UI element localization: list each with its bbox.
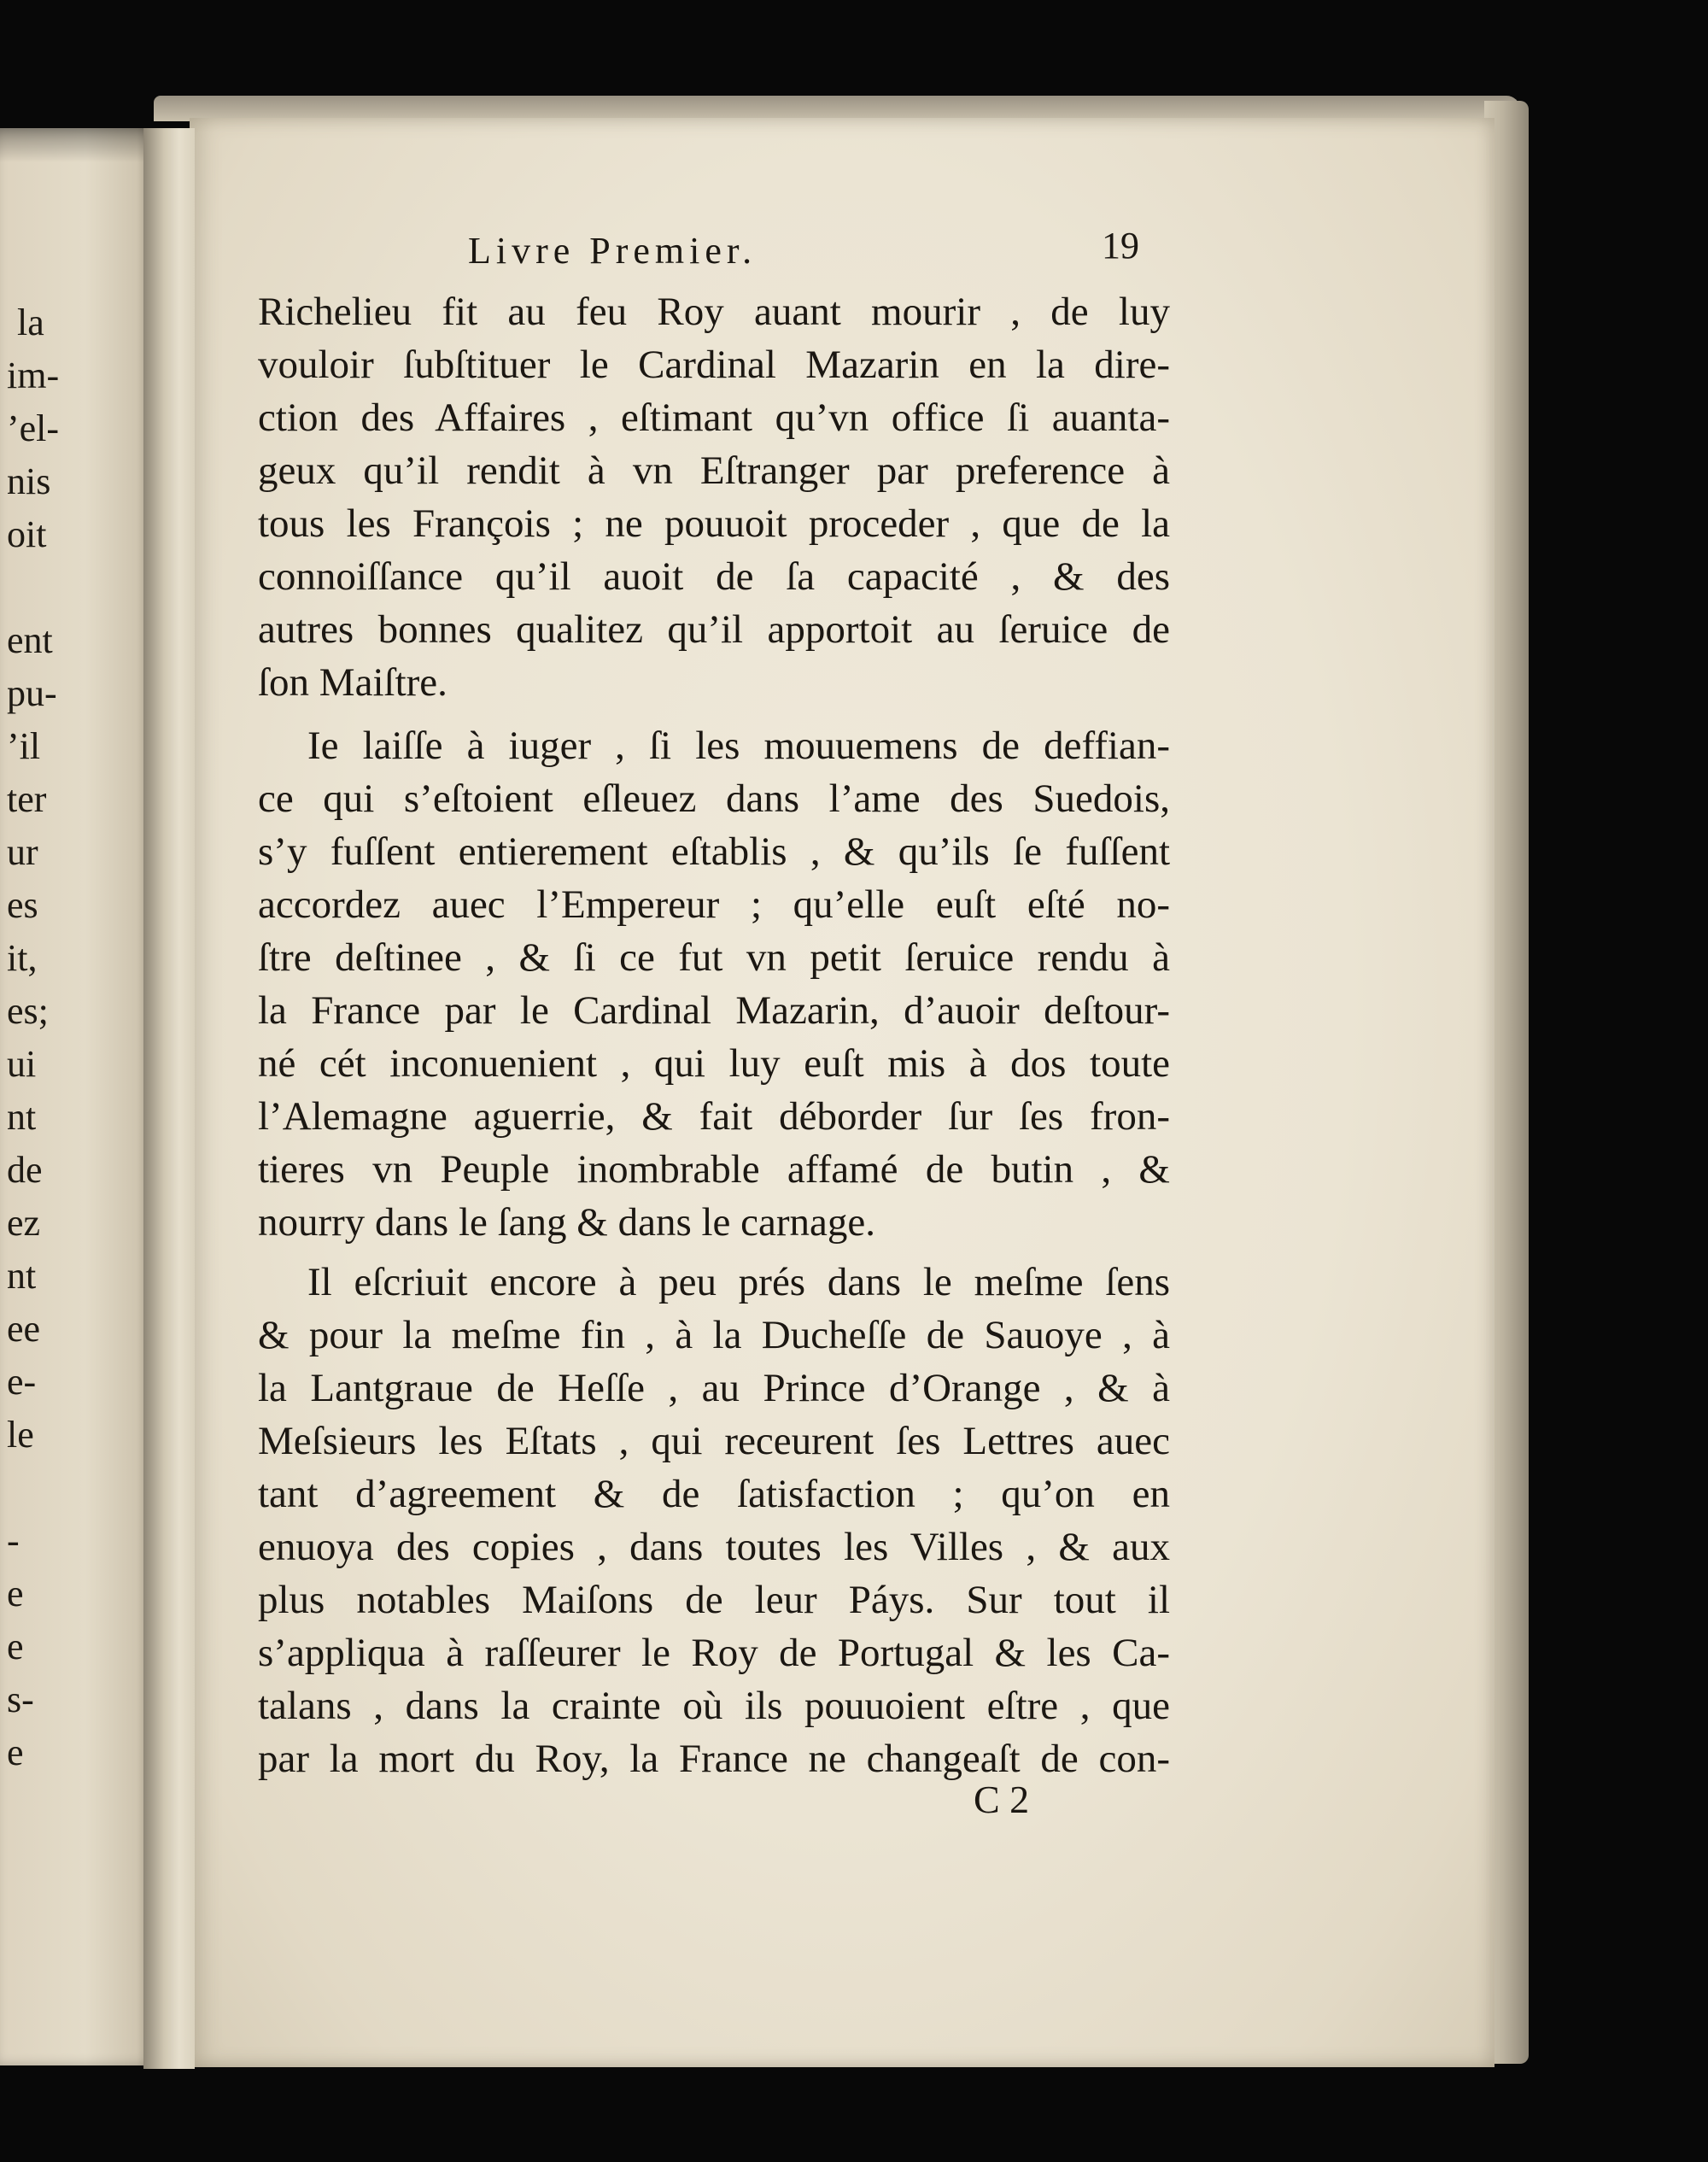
text-line: tous les François ; ne pouuoit proceder , que de la: [258, 501, 1170, 546]
left-page-fragment: ’el-: [7, 407, 60, 449]
text-line: & pour la meſme fin , à la Ducheſſe de Sauoye , à: [258, 1313, 1170, 1357]
left-page-fragment: ez: [7, 1202, 41, 1244]
left-page-fragment: im-: [7, 354, 60, 396]
left-page-fragment: pu-: [7, 672, 57, 714]
text-line: s’appliqua à raſſeurer le Roy de Portugal & les Ca-: [258, 1631, 1170, 1675]
left-page-fragment: ’il: [7, 725, 41, 767]
text-line: plus notables Maiſons de leur Páys. Sur tout il: [258, 1578, 1170, 1622]
left-page-fragment: es: [7, 884, 38, 926]
left-page-fragment: de: [7, 1149, 43, 1191]
left-page-fragment: -: [7, 1520, 20, 1561]
text-line: ſon Maiſtre.: [258, 660, 447, 705]
text-line: connoiſſance qu’il auoit de ſa capacité , & des: [258, 554, 1170, 599]
text-line: geux qu’il rendit à vn Eſtranger par preference à: [258, 448, 1170, 493]
left-page-fragment: le: [7, 1414, 34, 1456]
book-gutter: [143, 128, 195, 2069]
text-line: nourry dans le ſang & dans le carnage.: [258, 1200, 876, 1245]
left-page-fragment: e: [7, 1731, 24, 1773]
text-line: ſtre deſtinee , & ſi ce fut vn petit ſeruice rendu à: [258, 935, 1170, 980]
left-page-fragment: ur: [7, 831, 38, 873]
text-line: Il eſcriuit encore à peu prés dans le meſme ſens: [307, 1260, 1170, 1304]
text-line: Ie laiſſe à iuger , ſi les mouuemens de deffian-: [307, 724, 1170, 768]
left-page-fragment: ent: [7, 619, 53, 661]
text-line: tant d’agreement & de ſatisfaction ; qu’on en: [258, 1472, 1170, 1516]
text-line: par la mort du Roy, la France ne changeaſt de con-: [258, 1737, 1170, 1781]
left-page-fragment: la: [17, 302, 44, 343]
left-page-fragment: it,: [7, 937, 38, 979]
text-line: enuoya des copies , dans toutes les Villes , & aux: [258, 1525, 1170, 1569]
left-page-shadow: [0, 128, 155, 162]
left-page-fragment: nis: [7, 460, 51, 502]
page-number: 19: [1102, 225, 1139, 267]
text-line: vouloir ſubſtituer le Cardinal Mazarin en la dire-: [258, 343, 1170, 387]
text-line: la France par le Cardinal Mazarin, d’auoir deſtour-: [258, 988, 1170, 1033]
left-page-fragment: ee: [7, 1308, 41, 1350]
left-page-fragment: ter: [7, 778, 47, 820]
left-page-fragment: e: [7, 1626, 24, 1667]
text-line: talans , dans la crainte où ils pouuoient eſtre , que: [258, 1684, 1170, 1728]
text-line: né cét inconuenient , qui luy euſt mis à dos toute: [258, 1041, 1170, 1086]
text-line: la Lantgraue de Heſſe , au Prince d’Orange , & à: [258, 1366, 1170, 1410]
text-line: accordez auec l’Empereur ; qu’elle euſt eſté no-: [258, 882, 1170, 927]
left-page-fragment: es;: [7, 990, 49, 1032]
left-page-fragment: s-: [7, 1679, 34, 1720]
text-line: autres bonnes qualitez qu’il apportoit au ſeruice de: [258, 607, 1170, 652]
text-line: s’y fuſſent entierement eſtablis , & qu’ils ſe fuſſent: [258, 829, 1170, 874]
left-page-fragment: nt: [7, 1096, 37, 1138]
text-line: Meſsieurs les Eſtats , qui receurent ſes Lettres auec: [258, 1419, 1170, 1463]
left-page-fragment: e: [7, 1573, 24, 1614]
left-page-fragment: e-: [7, 1361, 37, 1403]
signature-mark: C 2: [974, 1778, 1030, 1821]
text-line: Richelieu fit au feu Roy auant mourir , de luy: [258, 290, 1170, 334]
left-page-fragment: oit: [7, 513, 47, 555]
text-line: tieres vn Peuple inombrable affamé de butin , &: [258, 1147, 1170, 1192]
text-line: ce qui s’eſtoient eſleuez dans l’ame des Suedois,: [258, 776, 1170, 821]
running-head: Livre Premier.: [468, 230, 757, 272]
left-page-fragment: ui: [7, 1043, 37, 1085]
text-line: l’Alemagne aguerrie, & fait déborder ſur ſes fron-: [258, 1094, 1170, 1139]
left-page-fragment: nt: [7, 1255, 37, 1297]
text-line: ction des Affaires , eſtimant qu’vn office ſi auanta-: [258, 395, 1170, 440]
